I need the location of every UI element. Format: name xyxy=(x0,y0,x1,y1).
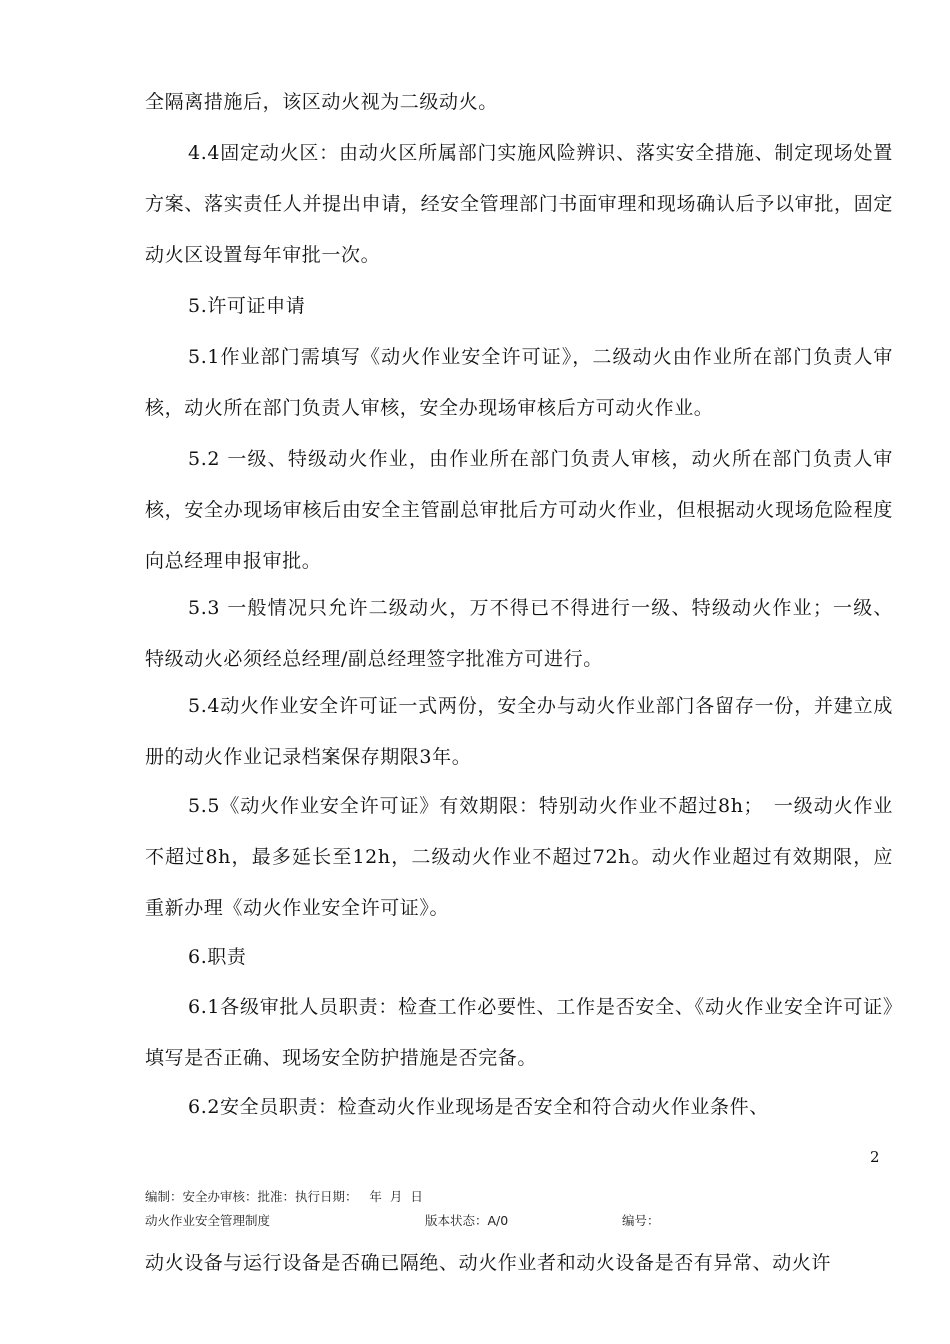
paragraph-5-4: 5.4动火作业安全许可证一式两份，安全办与动火作业部门各留存一份，并建立成册的动火作业记录档案保存期限3年。 xyxy=(145,695,893,768)
footer-number-label: 编号： xyxy=(622,1213,660,1228)
paragraph-4-4-fixed-fire-zone: 4.4固定动火区：由动火区所属部门实施风险辨识、落实安全措施、制定现场处置方案、落实责任人并提出申请，经安全管理部门书面审理和现场确认后予以审批，固定动火区设置每年审批一次。 xyxy=(145,142,893,266)
footer-approval-line: 编制：安全办审核：批准：执行日期： 年 月 日 xyxy=(145,1189,423,1204)
heading-6-responsibilities: 6.职责 xyxy=(188,946,247,968)
footer-doc-title: 动火作业安全管理制度 xyxy=(145,1213,271,1228)
paragraph-5-1: 5.1作业部门需填写《动火作业安全许可证》，二级动火由作业所在部门负责人审核，动火所在部门负责人审核，安全办现场审核后方可动火作业。 xyxy=(145,346,893,419)
paragraph-isolation-continued: 全隔离措施后，该区动火视为二级动火。 xyxy=(145,91,498,113)
paragraph-6-1: 6.1各级审批人员职责：检查工作必要性、工作是否安全、《动火作业安全许可证》填写是否正确、现场安全防护措施是否完备。 xyxy=(145,996,893,1069)
heading-5-permit-application: 5.许可证申请 xyxy=(188,295,306,317)
paragraph-next-page-continuation: 动火设备与运行设备是否确已隔绝、动火作业者和动火设备是否有异常、动火许 xyxy=(145,1252,832,1274)
footer-version: 版本状态：A/0 xyxy=(425,1213,509,1228)
paragraph-5-2: 5.2 一级、特级动火作业，由作业所在部门负责人审核，动火所在部门负责人审核，安全办现场审核后由安全主管副总审批后方可动火作业，但根据动火现场危险程度向总经理申报审批。 xyxy=(145,448,893,572)
paragraph-5-3: 5.3 一般情况只允许二级动火，万不得已不得进行一级、特级动火作业；一级、特级动火必须经总经理/副总经理签字批准方可进行。 xyxy=(145,597,893,670)
paragraph-6-2: 6.2安全员职责：检查动火作业现场是否安全和符合动火作业条件、 xyxy=(188,1096,769,1118)
page-number: 2 xyxy=(870,1148,880,1166)
paragraph-5-5: 5.5《动火作业安全许可证》有效期限：特别动火作业不超过8h； 一级动火作业不超过8h，最多延长至12h，二级动火作业不超过72h。动火作业超过有效期限，应重新办理《动火作业安全许可证》。 xyxy=(145,795,893,919)
